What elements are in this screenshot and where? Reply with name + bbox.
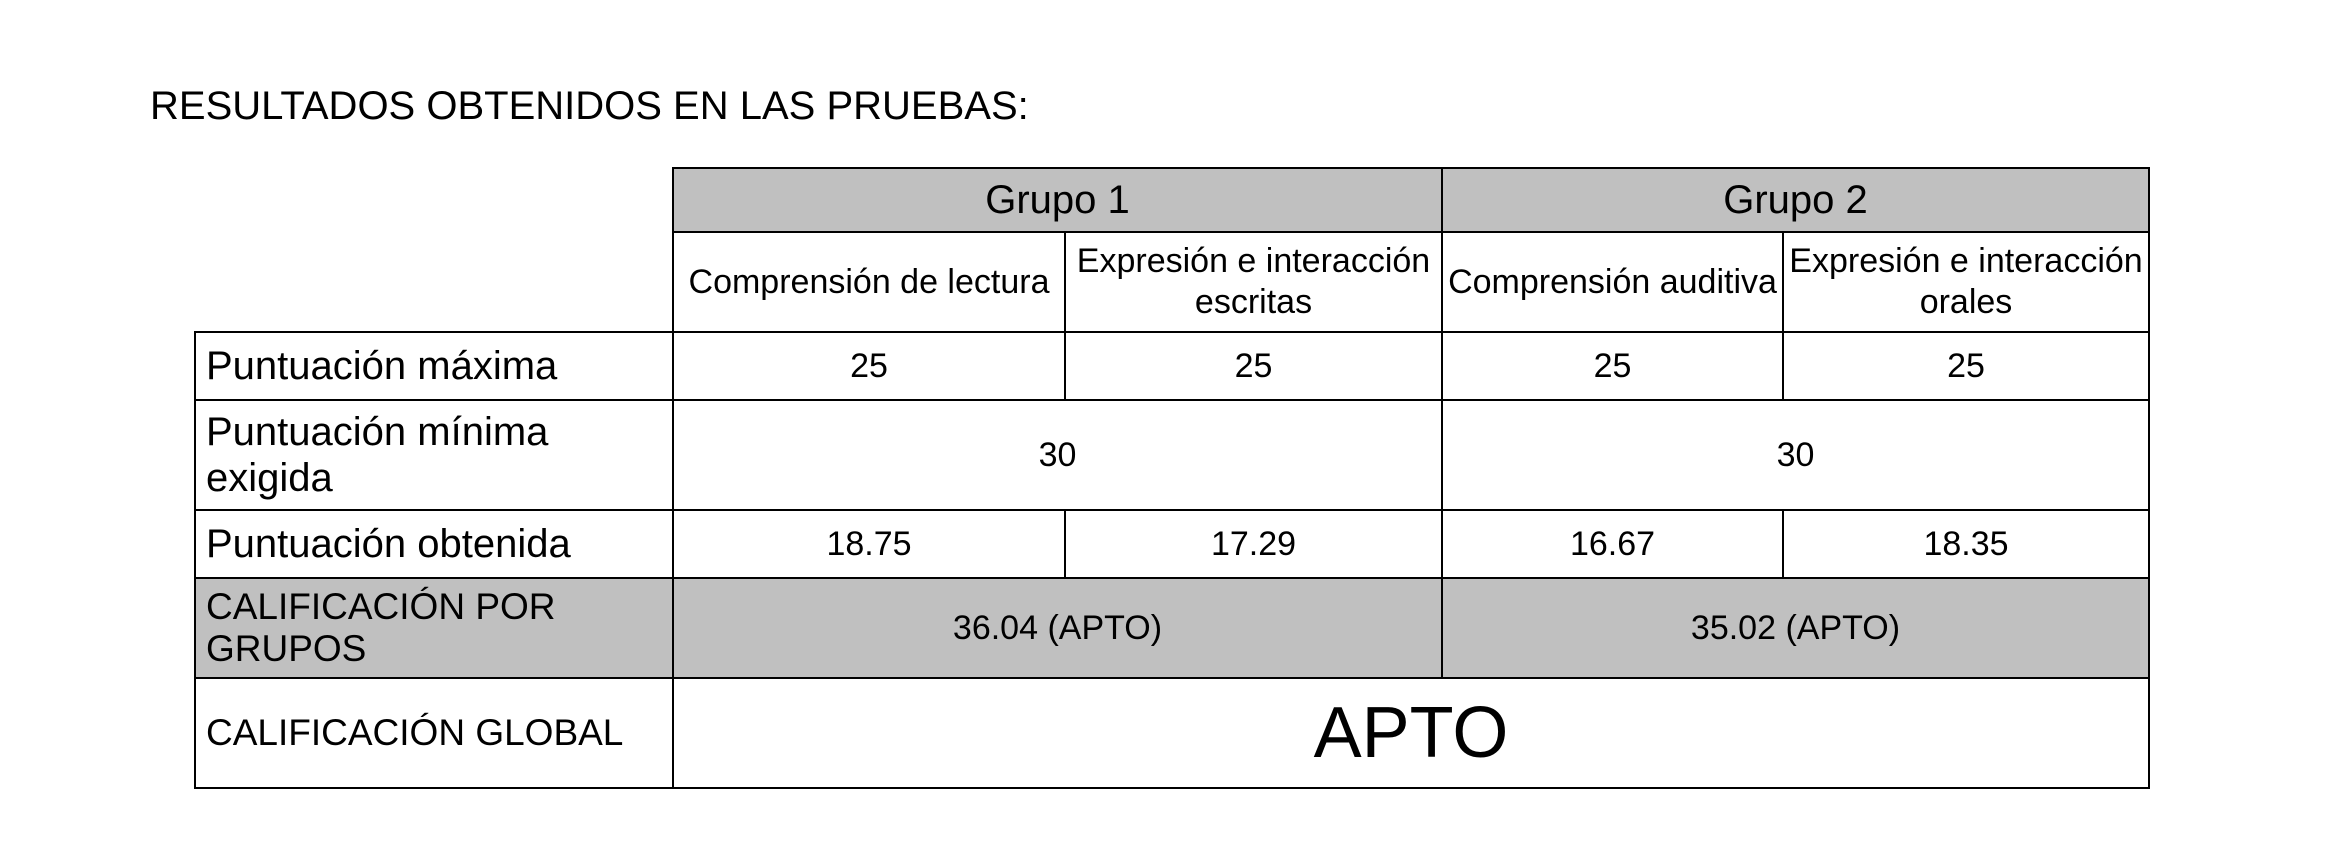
page-title: RESULTADOS OBTENIDOS EN LAS PRUEBAS: [150,84,1029,128]
table-row [195,578,2149,678]
group-2-header: Grupo 2 [1442,168,2149,232]
row-label-max-score: Puntuación máxima [195,332,673,400]
global-grade-value: APTO [673,678,2149,788]
test-header-row [195,232,2149,332]
max-score-cell: 25 [673,332,1065,400]
test-header-reading: Comprensión de lectura [673,232,1065,332]
group-header-row [195,168,2149,232]
min-score-group-2: 30 [1442,400,2149,510]
test-header-writing: Expresión e interacción escritas [1065,232,1442,332]
test-header-listening: Comprensión auditiva [1442,232,1783,332]
table-row [195,678,2149,788]
test-header-speaking: Expresión e interacción orales [1783,232,2149,332]
table-row [195,510,2149,578]
row-label-obtained-score: Puntuación obtenida [195,510,673,578]
max-score-cell: 25 [1442,332,1783,400]
empty-corner-cell [195,232,673,332]
row-label-global-grade: CALIFICACIÓN GLOBAL [195,678,673,788]
group-1-grade: 36.04 (APTO) [673,578,1442,678]
table-row [195,400,2149,510]
obtained-score-cell: 17.29 [1065,510,1442,578]
min-score-group-1: 30 [673,400,1442,510]
results-table [194,167,2150,789]
group-1-header: Grupo 1 [673,168,1442,232]
max-score-cell: 25 [1065,332,1442,400]
max-score-cell: 25 [1783,332,2149,400]
obtained-score-cell: 16.67 [1442,510,1783,578]
row-label-group-grade: CALIFICACIÓN POR GRUPOS [195,578,673,678]
group-2-grade: 35.02 (APTO) [1442,578,2149,678]
row-label-min-score: Puntuación mínima exigida [195,400,673,510]
obtained-score-cell: 18.35 [1783,510,2149,578]
table-row [195,332,2149,400]
obtained-score-cell: 18.75 [673,510,1065,578]
empty-corner-cell [195,168,673,232]
